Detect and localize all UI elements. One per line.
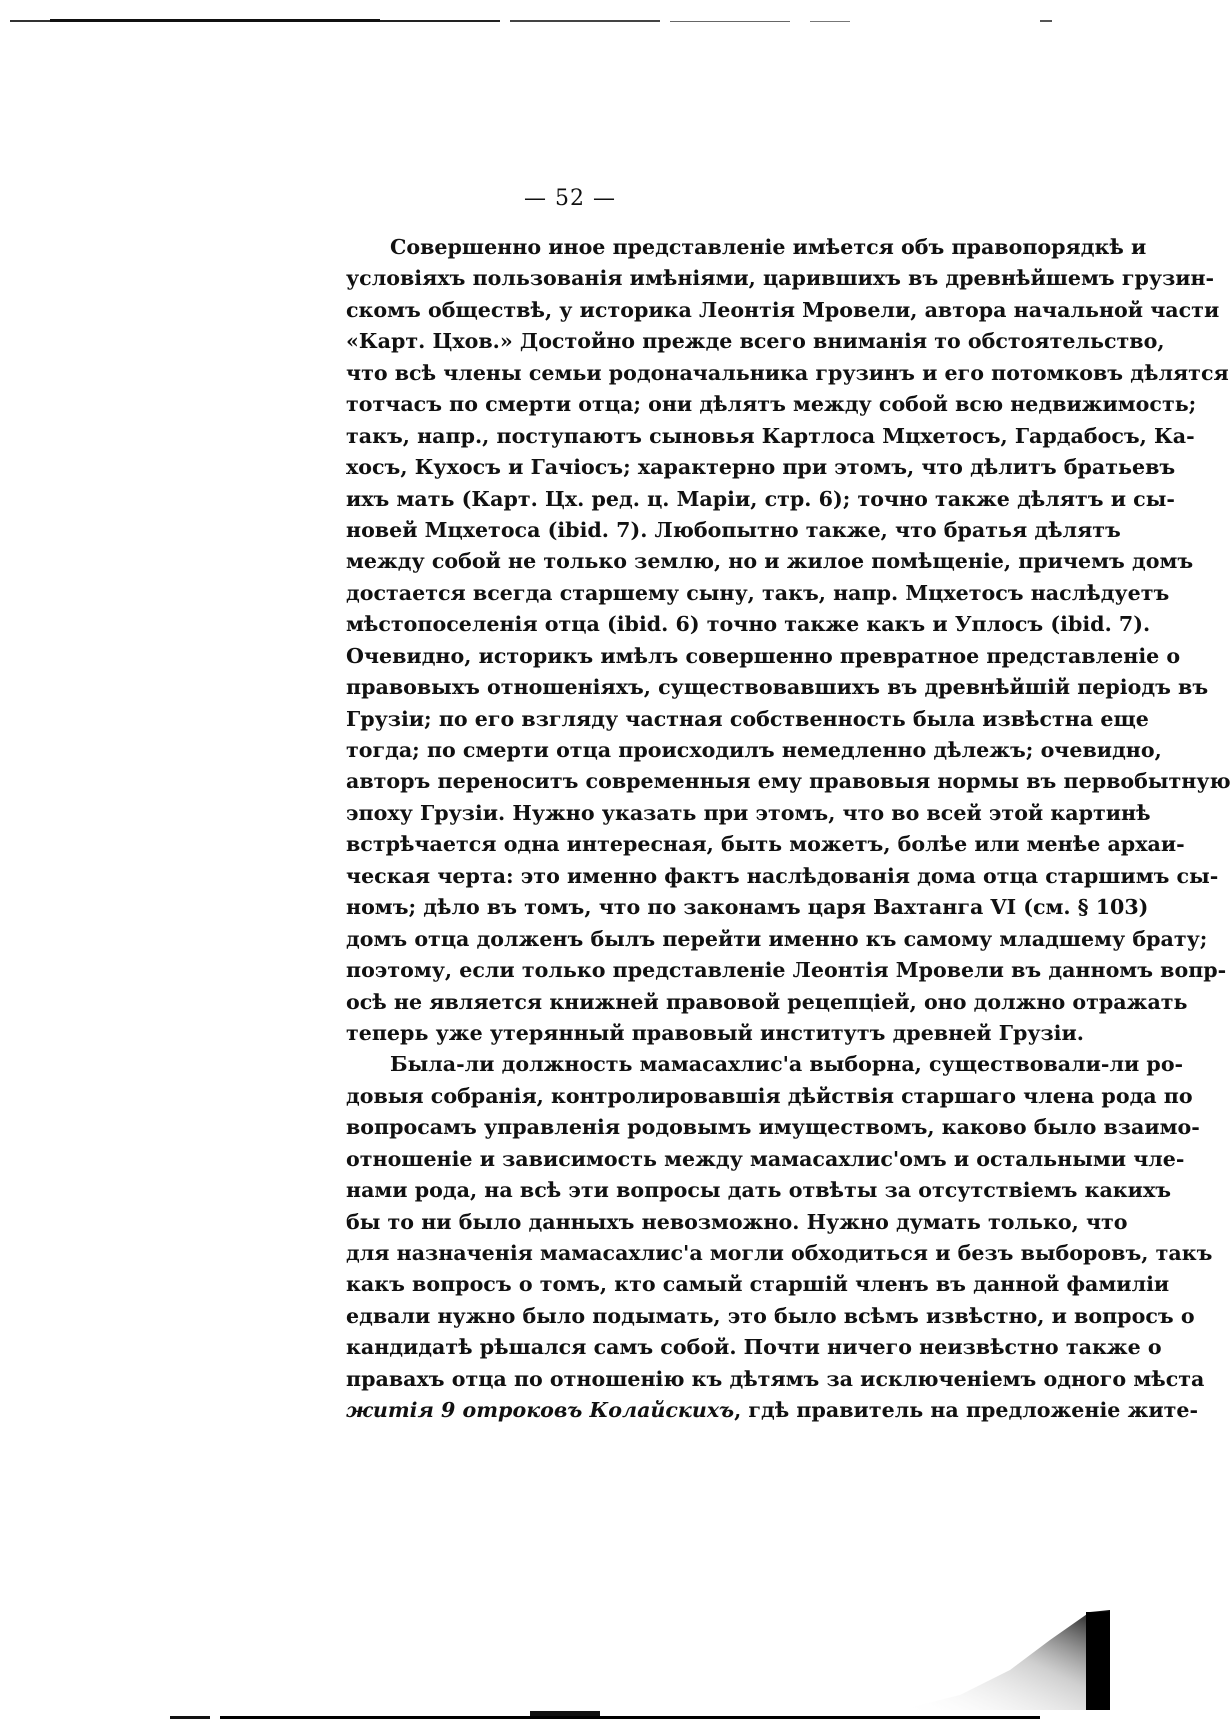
- text-line: встрѣчается одна интересная, быть можетъ, болѣе или менѣе архаи-: [346, 832, 1185, 857]
- text-line: тогда; по смерти отца происходилъ немедленно дѣлежъ; очевидно,: [346, 738, 1162, 762]
- text-line: кандидатѣ рѣшался самъ собой. Почти ничего неизвѣстно также о: [346, 1335, 1162, 1360]
- scan-border-bottom: [170, 1710, 1070, 1720]
- text-line: тотчасъ по смерти отца; они дѣлятъ между собой всю недвижимость;: [346, 392, 1197, 417]
- page-number: — 52 —: [524, 186, 616, 211]
- text-line: теперь уже утерянный правовый институтъ древней Грузіи.: [346, 1020, 1084, 1045]
- italic-title: житія 9 отроковъ Колайскихъ: [346, 1398, 735, 1423]
- text-line: номъ; дѣло въ томъ, что по законамъ царя Вахтанга VI (см. § 103): [346, 895, 1149, 920]
- text-line: правахъ отца по отношенію къ дѣтямъ за исключеніемъ одного мѣста: [346, 1366, 1205, 1391]
- scan-corner-shadow: [900, 1600, 1110, 1710]
- body-text: [346, 232, 1231, 1427]
- text-line: Была-ли должность мамасахлис'а выборна, существовали-ли ро-: [390, 1052, 1184, 1077]
- text-line: такъ, напр., поступаютъ сыновья Картлоса Мцхетосъ, Гардабосъ, Ка-: [346, 423, 1195, 448]
- text-line: нами рода, на всѣ эти вопросы дать отвѣты за отсутствіемъ какихъ: [346, 1178, 1172, 1203]
- text-line-rest: , гдѣ правитель на предложеніе жите-: [734, 1398, 1199, 1423]
- text-line: довыя собранія, контролировавшія дѣйствія старшаго члена рода по: [346, 1083, 1193, 1108]
- scan-border-top: [10, 18, 1070, 24]
- text-line: новей Мцхетоса (ibid. 7). Любопытно также, что братья дѣлятъ: [346, 517, 1121, 542]
- text-line: едвали нужно было подымать, это было всѣмъ извѣстно, и вопросъ о: [346, 1303, 1195, 1328]
- text-line: что всѣ члены семьи родоначальника грузинъ и его потомковъ дѣлятся: [346, 360, 1229, 385]
- text-line: для назначенія мамасахлис'а могли обходиться и безъ выборовъ, такъ: [346, 1241, 1213, 1265]
- text-line: правовыхъ отношеніяхъ, существовавшихъ въ древнѣйшій періодъ въ: [346, 675, 1209, 700]
- text-line: мѣстопоселенія отца (ibid. 6) точно также какъ и Уплосъ (ibid. 7).: [346, 612, 1151, 637]
- text-line: между собой не только землю, но и жилое помѣщеніе, причемъ домъ: [346, 549, 1194, 574]
- text-line: эпоху Грузіи. Нужно указать при этомъ, что во всей этой картинѣ: [346, 800, 1151, 825]
- text-line: Грузіи; по его взгляду частная собственность была извѣстна еще: [346, 706, 1149, 731]
- text-line: вопросамъ управленія родовымъ имуществомъ, каково было взаимо-: [346, 1115, 1200, 1140]
- text-line: скомъ обществѣ, у историка Леонтія Мровели, автора начальной части: [346, 297, 1220, 322]
- text-line: ихъ мать (Карт. Цх. ред. ц. Маріи, стр. 6); точно также дѣлятъ и сы-: [346, 486, 1175, 511]
- text-line: поэтому, если только представленіе Леонтія Мровели въ данномъ вопр-: [346, 958, 1227, 983]
- text-line: бы то ни было данныхъ невозможно. Нужно думать только, что: [346, 1209, 1128, 1234]
- text-line: домъ отца долженъ былъ перейти именно къ самому младшему брату;: [346, 926, 1208, 951]
- text-line: какъ вопросъ о томъ, кто самый старшій членъ въ данной фамиліи: [346, 1272, 1170, 1297]
- paragraph-2: [346, 1049, 1213, 1426]
- text-line: авторъ переноситъ современныя ему правовыя нормы въ первобытную: [346, 769, 1231, 794]
- text-line: осѣ не является книжней правовой рецепціей, оно должно отражать: [346, 989, 1188, 1014]
- text-line: ческая черта: это именно фактъ наслѣдованія дома отца старшимъ сы-: [346, 863, 1219, 888]
- text-line: Совершенно иное представленіе имѣется объ правопорядкѣ и: [390, 235, 1147, 259]
- text-line: условіяхъ пользованія имѣніями, царившихъ въ древнѣйшемъ грузин-: [346, 266, 1215, 291]
- text-line: [346, 1395, 1199, 1426]
- text-line: отношеніе и зависимость между мамасахлис'омъ и остальными чле-: [346, 1146, 1185, 1171]
- text-line: Очевидно, историкъ имѣлъ совершенно превратное представленіе о: [346, 643, 1181, 668]
- paragraph-1: [346, 232, 1231, 1049]
- text-line: хосъ, Кухосъ и Гачіосъ; характерно при этомъ, что дѣлитъ братьевъ: [346, 455, 1176, 480]
- text-line: «Карт. Цхов.» Достойно прежде всего вниманія то обстоятельство,: [346, 329, 1165, 354]
- text-line: достается всегда старшему сыну, такъ, напр. Мцхетосъ наслѣдуетъ: [346, 580, 1170, 605]
